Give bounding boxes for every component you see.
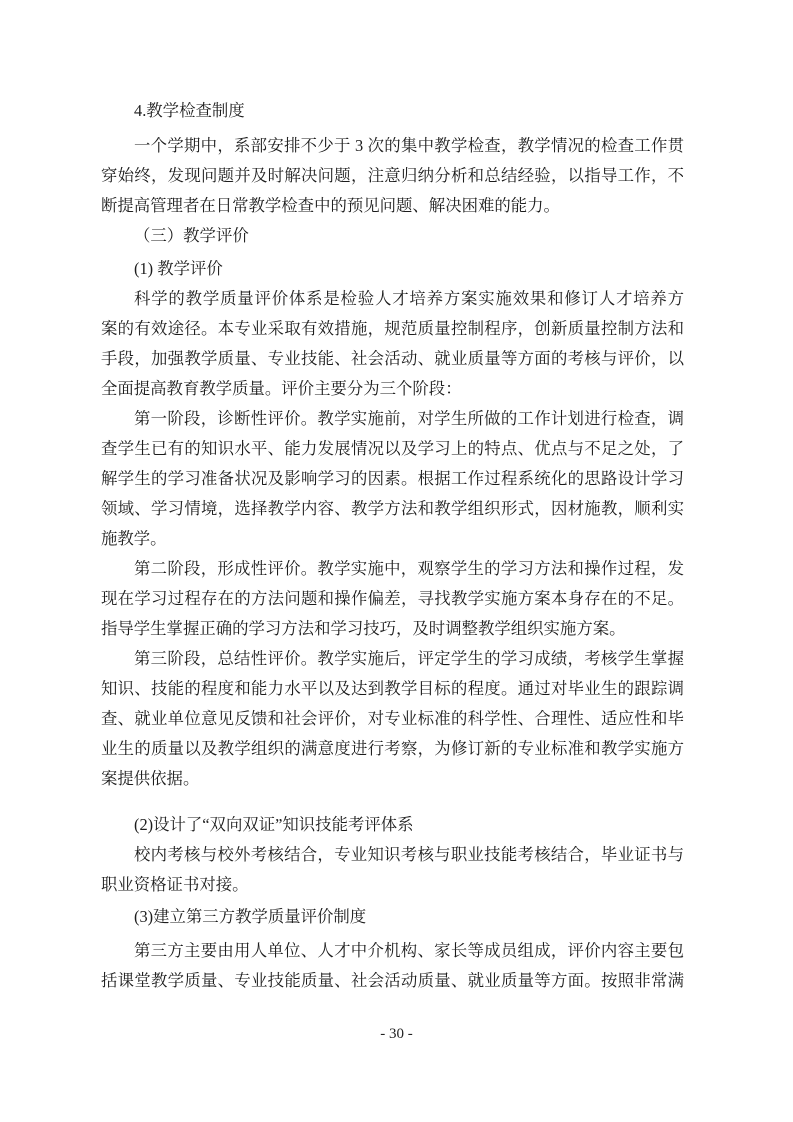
heading-line: (3)建立第三方教学质量评价制度	[134, 907, 367, 926]
text-line: 案提供依据。	[101, 769, 200, 788]
text-line: 案的有效途径。本专业采取有效措施，规范质量控制程序，创新质量控制方法和	[101, 319, 684, 338]
text-line: 职业资格证书对接。	[101, 875, 249, 894]
text-line: 第三阶段，总结性评价。教学实施后，评定学生的学习成绩，考核学生掌握	[134, 649, 684, 668]
text-line: 断提高管理者在日常教学检查中的预见问题、解决困难的能力。	[101, 196, 560, 215]
text-line: 查学生已有的知识水平、能力发展情况以及学习上的特点、优点与不足之处，了	[101, 439, 684, 458]
text-line: 一个学期中，系部安排不少于 3 次的集中教学检查，教学情况的检查工作贯	[134, 136, 684, 155]
text-line: 手段，加强教学质量、专业技能、社会活动、就业质量等方面的考核与评价，以	[101, 349, 684, 368]
text-line: 科学的教学质量评价体系是检验人才培养方案实施效果和修订人才培养方	[134, 289, 684, 308]
text-line: 知识、技能的程度和能力水平以及达到教学目标的程度。通过对毕业生的跟踪调	[101, 679, 684, 698]
heading-line: （三）教学评价	[134, 226, 249, 245]
text-line: 施教学。	[101, 529, 167, 548]
page-number: - 30 -	[380, 1026, 413, 1042]
text-line: 业生的质量以及教学组织的满意度进行考察，为修订新的专业标准和教学实施方	[101, 739, 684, 758]
text-line: 校内考核与校外考核结合，专业知识考核与职业技能考核结合，毕业证书与	[134, 845, 684, 864]
text-line: 括课堂教学质量、专业技能质量、社会活动质量、就业质量等方面。按照非常满	[101, 971, 684, 990]
text-line: 查、就业单位意见反馈和社会评价，对专业标准的科学性、合理性、适应性和毕	[101, 709, 684, 728]
text-line: 第三方主要由用人单位、人才中介机构、家长等成员组成，评价内容主要包	[134, 941, 684, 960]
text-line: 第二阶段，形成性评价。教学实施中，观察学生的学习方法和操作过程，发	[134, 559, 684, 578]
text-line: 穿始终，发现问题并及时解决问题，注意归纳分析和总结经验，以指导工作，不	[101, 166, 684, 185]
heading-line: (2)设计了“双向双证”知识技能考评体系	[134, 815, 414, 834]
text-line: 领域、学习情境，选择教学内容、教学方法和教学组织形式，因材施教，顺利实	[101, 499, 684, 518]
text-line: 解学生的学习准备状况及影响学习的因素。根据工作过程系统化的思路设计学习	[101, 469, 684, 488]
text-line: 第一阶段，诊断性评价。教学实施前，对学生所做的工作计划进行检查，调	[134, 409, 684, 428]
text-line: 现在学习过程存在的方法问题和操作偏差，寻找教学实施方案本身存在的不足。	[101, 589, 684, 608]
text-line: 全面提高教育教学质量。评价主要分为三个阶段：	[101, 379, 462, 398]
text-line: 指导学生掌握正确的学习方法和学习技巧，及时调整教学组织实施方案。	[101, 619, 626, 638]
page-footer	[0, 1019, 793, 1049]
heading-line: 4.教学检查制度	[134, 101, 245, 120]
document-body	[101, 96, 684, 996]
heading-line: (1) 教学评价	[134, 259, 223, 278]
